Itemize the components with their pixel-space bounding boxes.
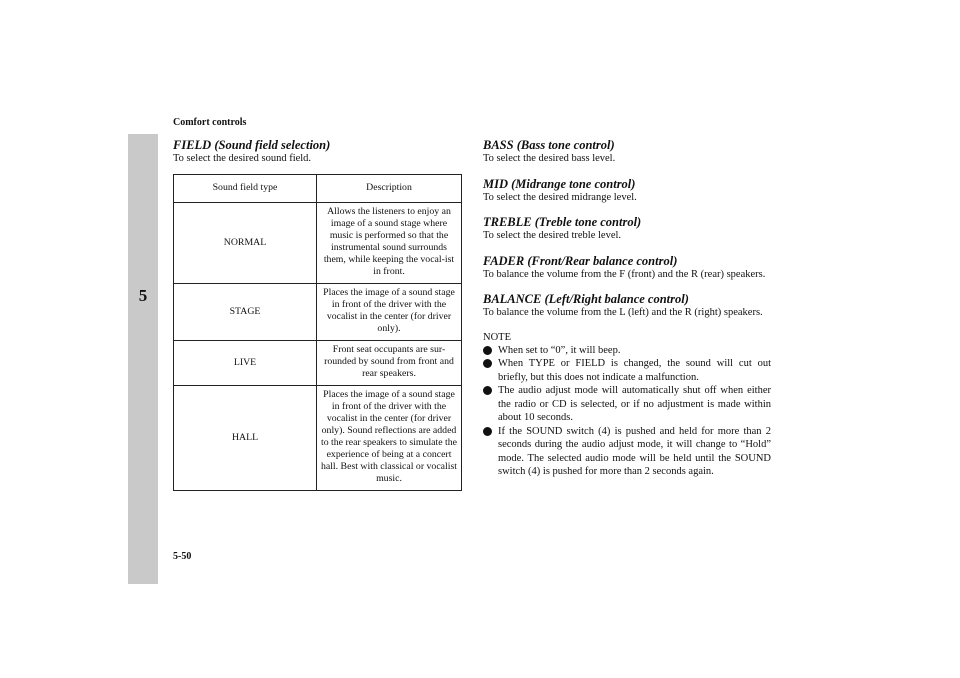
field-section-title: FIELD (Sound field selection): [173, 138, 331, 152]
table-header-row: [174, 174, 462, 202]
table-cell-description: Front seat occupants are sur-rounded by sound from front and rear speakers.: [317, 340, 462, 385]
table-cell-description: Places the image of a sound stage in front of the driver with the vocalist in the center (for driver only).: [317, 283, 462, 340]
fader-section-title: FADER (Front/Rear balance control): [483, 253, 678, 268]
bullet-icon: [483, 346, 492, 355]
left-column: [173, 138, 463, 491]
table-cell-type: NORMAL: [174, 202, 317, 283]
table-header-type: Sound field type: [174, 174, 317, 202]
bass-section-title: BASS (Bass tone control): [483, 138, 615, 152]
sound-field-table: [173, 174, 462, 491]
table-row: [174, 340, 462, 385]
list-item: [483, 384, 771, 425]
list-item: [483, 425, 771, 479]
table-header-description: Description: [317, 174, 462, 202]
note-text: If the SOUND switch (4) is pushed and held for more than 2 seconds during the audio adjust mode, it will change to “Hold” mode. The selected audio mode will be held until the SOUND switch (4) is pushed for more than 2 seconds again.: [498, 425, 771, 477]
note-list: [483, 344, 771, 479]
bullet-icon: [483, 386, 492, 395]
chapter-number: 5: [138, 286, 148, 305]
field-section-body: To select the desired sound field.: [173, 153, 312, 164]
bullet-icon: [483, 427, 492, 436]
mid-section-body: To select the desired midrange level.: [483, 191, 637, 203]
bass-section-body: To select the desired bass level.: [483, 153, 616, 164]
table-cell-description: Places the image of a sound stage in front of the driver with the vocalist in the center (for driver only). Sound reflections are added to the rear speakers to simulate the experience of being at a concert hall. Best with classical or vocalist music.: [317, 385, 462, 490]
note-text: When set to “0”, it will beep.: [498, 344, 621, 356]
treble-section-body: To select the desired treble level.: [483, 230, 622, 241]
list-item: [483, 344, 771, 358]
table-cell-description: Allows the listeners to enjoy an image of a sound stage where music is performed so that the instrumental sound surrounds them, while keeping the vocal-ist in front.: [317, 202, 462, 283]
note-label: NOTE: [483, 331, 511, 343]
table-cell-type: HALL: [174, 385, 317, 490]
balance-section-body: To balance the volume from the L (left) and the R (right) speakers.: [483, 307, 763, 318]
right-column: [483, 138, 771, 479]
table-row: [174, 283, 462, 340]
balance-section-title: BALANCE (Left/Right balance control): [483, 292, 689, 306]
table-cell-type: STAGE: [174, 283, 317, 340]
page-number: 5-50: [173, 551, 192, 562]
treble-section-title: TREBLE (Treble tone control): [483, 215, 642, 229]
table-cell-type: LIVE: [174, 340, 317, 385]
mid-section-title: MID (Midrange tone control): [483, 176, 636, 191]
note-text: When TYPE or FIELD is changed, the sound will cut out briefly, but this does not indicate a malfunction.: [498, 358, 771, 383]
table-row: [174, 202, 462, 283]
table-row: [174, 385, 462, 490]
note-text: The audio adjust mode will automatically shut off when either the radio or CD is selected, or if no adjustment is made within about 10 seconds.: [498, 385, 771, 423]
header-title: Comfort controls: [173, 117, 247, 128]
fader-section-body: To balance the volume from the F (front) and the R (rear) speakers.: [483, 268, 766, 280]
chapter-tab: [128, 134, 158, 584]
list-item: [483, 357, 771, 384]
bullet-icon: [483, 359, 492, 368]
